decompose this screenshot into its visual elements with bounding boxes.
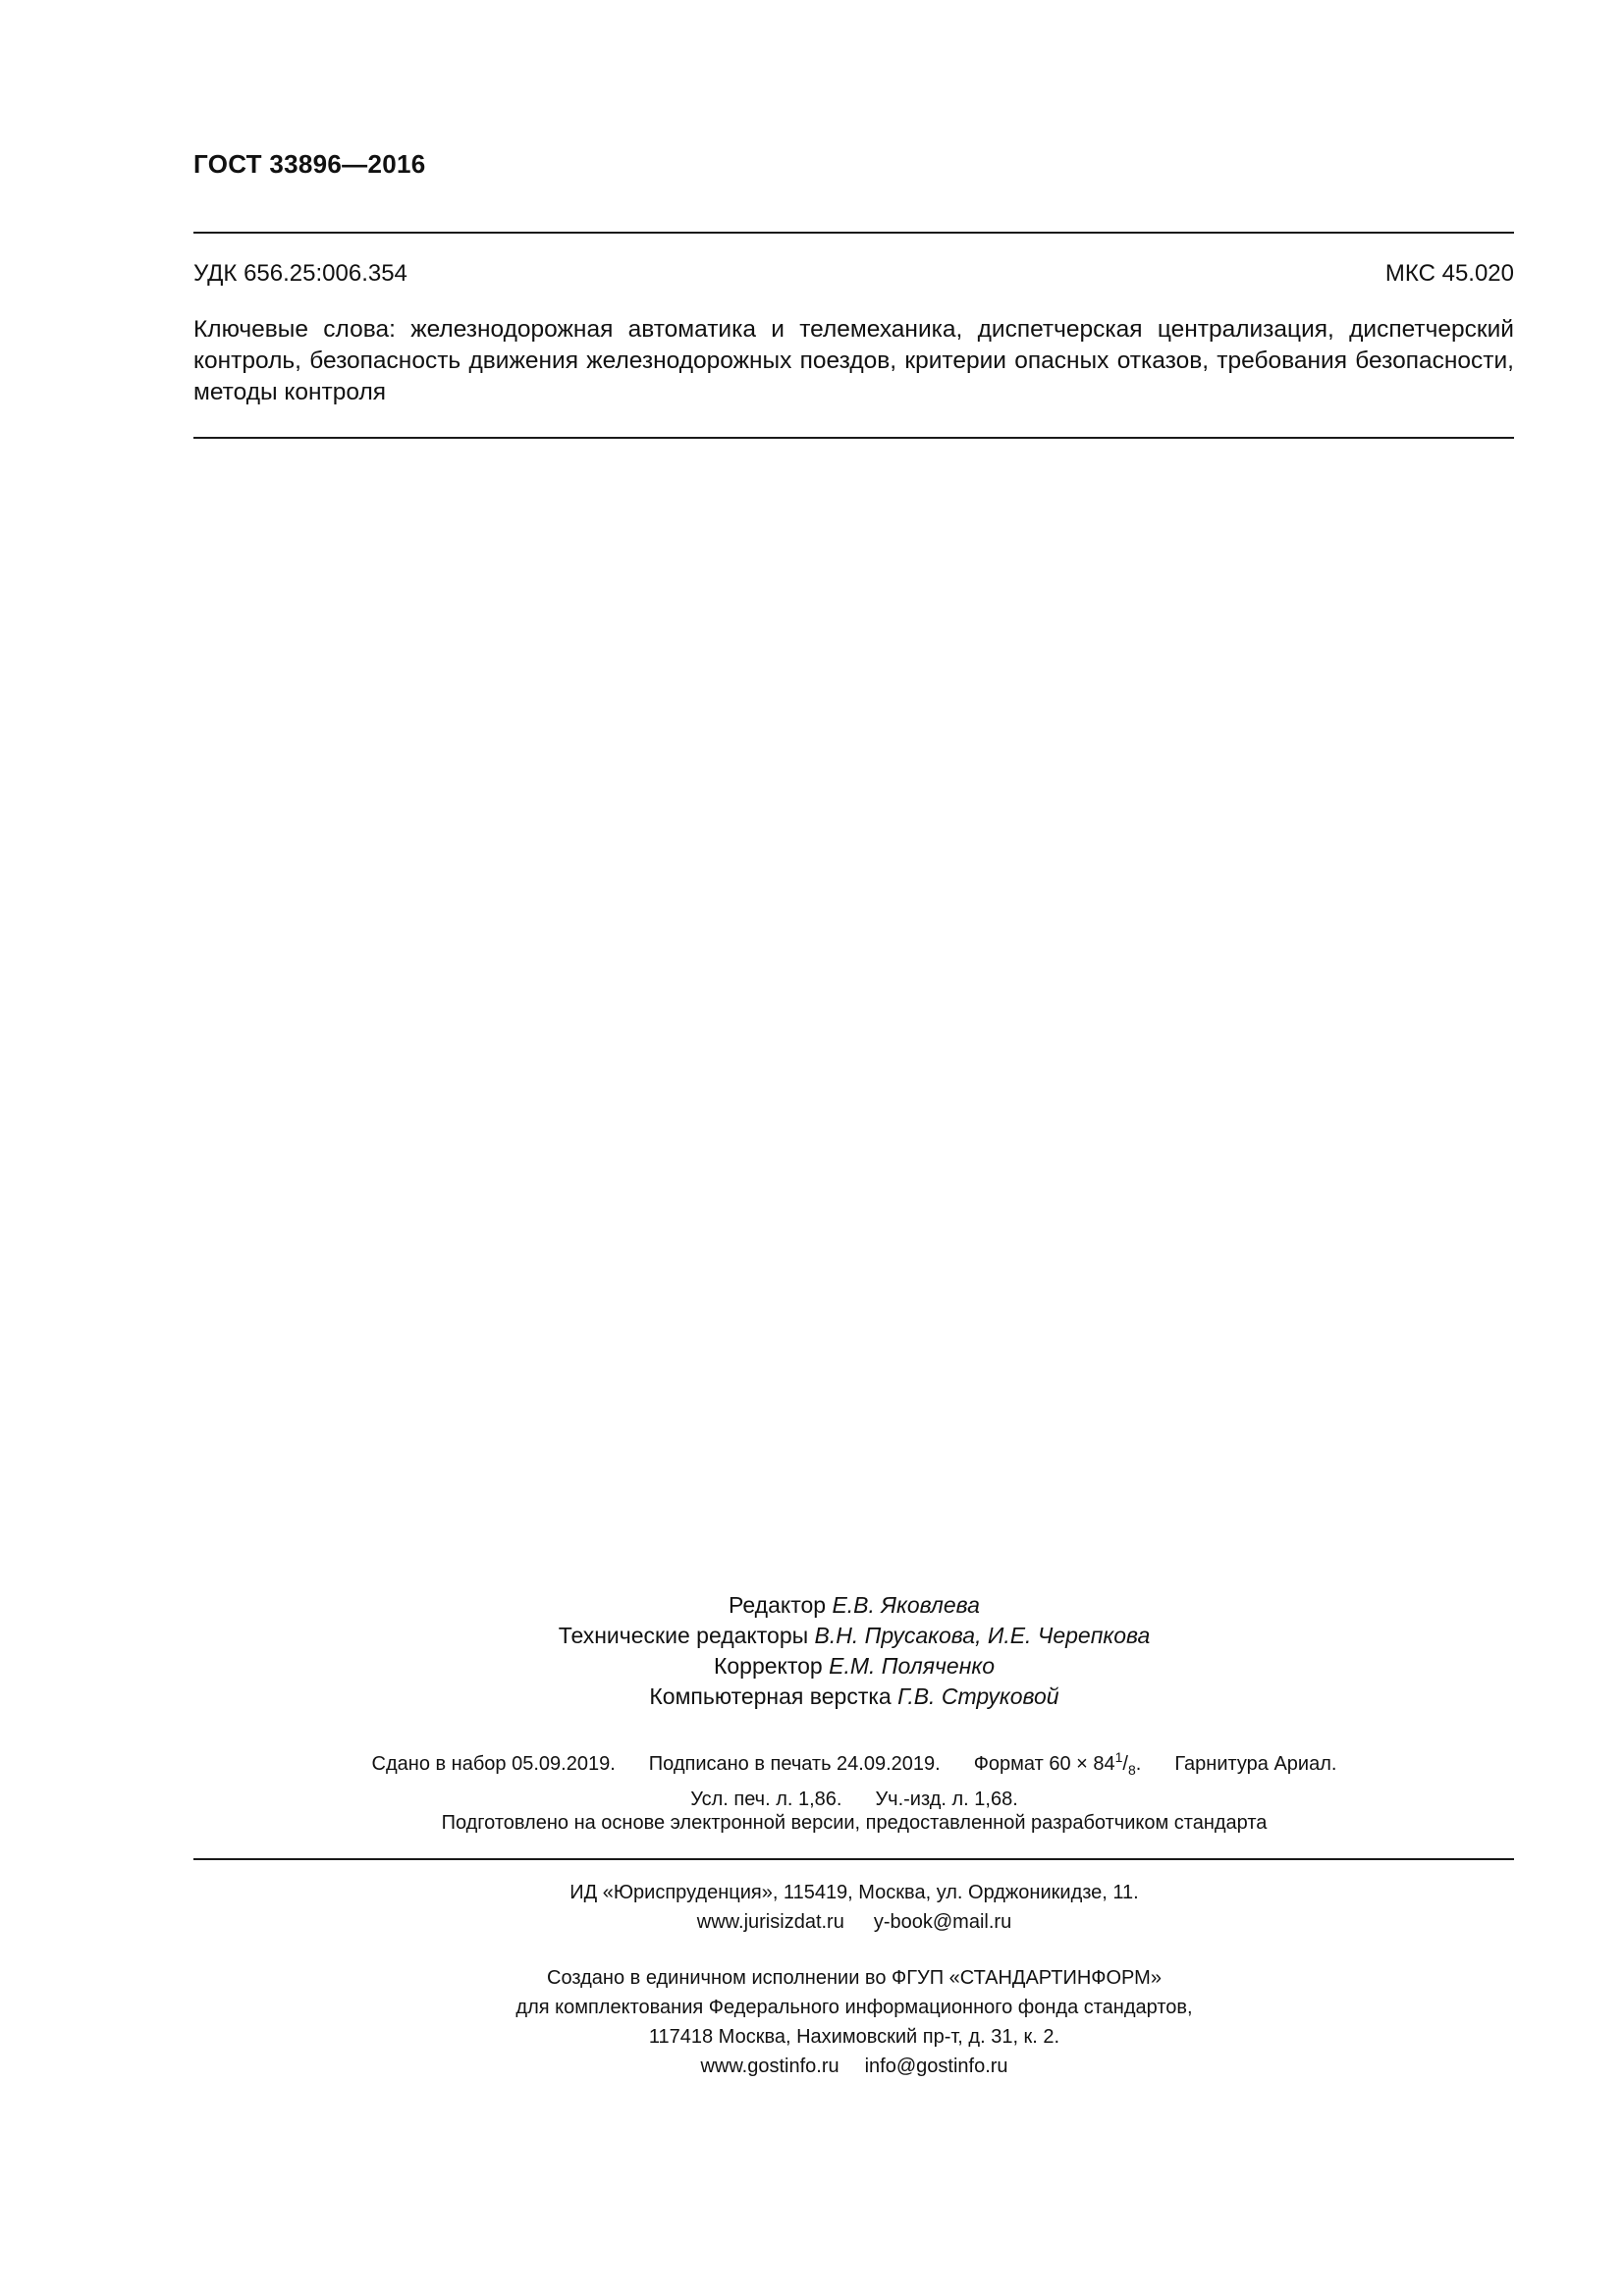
editor-label: Редактор bbox=[729, 1592, 827, 1618]
keywords-divider bbox=[193, 437, 1514, 439]
credits-block bbox=[295, 1590, 1414, 1712]
submitted-date: Сдано в набор 05.09.2019. bbox=[371, 1753, 616, 1775]
created-line-3: 117418 Москва, Нахимовский пр-т, д. 31, к. 2. bbox=[648, 2026, 1060, 2048]
gostinfo-website-link[interactable]: www.gostinfo.ru bbox=[700, 2056, 839, 2077]
publisher-divider bbox=[193, 1858, 1514, 1860]
corrector-label: Корректор bbox=[713, 1653, 823, 1679]
signed-date: Подписано в печать 24.09.2019. bbox=[648, 1753, 941, 1775]
layout-name: Г.В. Струковой bbox=[897, 1683, 1059, 1709]
print-info-line-2 bbox=[255, 1785, 1453, 1814]
prepared-note: Подготовлено на основе электронной версии, предоставленной разработчиком стандарта bbox=[441, 1812, 1268, 1834]
corrector-name: Е.М. Поляченко bbox=[829, 1653, 996, 1679]
tech-editors-label: Технические редакторы bbox=[558, 1623, 809, 1648]
publisher-website-link[interactable]: www.jurisizdat.ru bbox=[696, 1911, 844, 1933]
tech-editors-line bbox=[295, 1621, 1414, 1651]
publisher-sheets: Уч.-изд. л. 1,68. bbox=[875, 1789, 1018, 1810]
print-info-block bbox=[255, 1742, 1453, 1814]
layout-line bbox=[295, 1682, 1414, 1712]
keywords-paragraph: Ключевые слова: железнодорожная автоматика и телемеханика, диспетчерская централизация, диспетчерский контроль, безопасность движения железнодорожных поездов, критерии опасных отказов, требования безопасности, методы контроля bbox=[193, 316, 1514, 405]
print-info-line-1 bbox=[255, 1742, 1453, 1785]
created-block bbox=[255, 1963, 1453, 2081]
publisher-block bbox=[255, 1878, 1453, 1937]
publisher-email-link[interactable]: y-book@mail.ru bbox=[873, 1911, 1012, 1933]
editor-name: Е.В. Яковлева bbox=[832, 1592, 980, 1618]
gostinfo-email-link[interactable]: info@gostinfo.ru bbox=[864, 2056, 1008, 2077]
layout-label: Компьютерная верстка bbox=[649, 1683, 892, 1709]
top-divider bbox=[193, 232, 1514, 234]
printed-sheets: Усл. печ. л. 1,86. bbox=[690, 1789, 842, 1810]
editor-line bbox=[295, 1590, 1414, 1621]
corrector-line bbox=[295, 1651, 1414, 1682]
mks-code: МКС 45.020 bbox=[1384, 260, 1514, 287]
publisher-contacts bbox=[255, 1907, 1453, 1937]
publisher-address: ИД «Юриспруденция», 115419, Москва, ул. Орджоникидзе, 11. bbox=[569, 1882, 1139, 1903]
tech-editors-names: В.Н. Прусакова, И.Е. Черепкова bbox=[814, 1623, 1151, 1648]
created-line-2: для комплектования Федерального информационного фонда стандартов, bbox=[515, 1997, 1193, 2018]
created-line-1: Создано в единичном исполнении во ФГУП «СТАНДАРТИНФОРМ» bbox=[547, 1967, 1162, 1989]
paper-format: Формат $60 \times 84^1/_8$. bbox=[973, 1749, 1142, 1778]
document-code: ГОСТ 33896—2016 bbox=[193, 149, 426, 179]
udk-code: УДК 656.25:006.354 bbox=[193, 260, 407, 287]
created-contacts bbox=[255, 2052, 1453, 2081]
typeface: Гарнитура Ариал. bbox=[1174, 1753, 1337, 1775]
